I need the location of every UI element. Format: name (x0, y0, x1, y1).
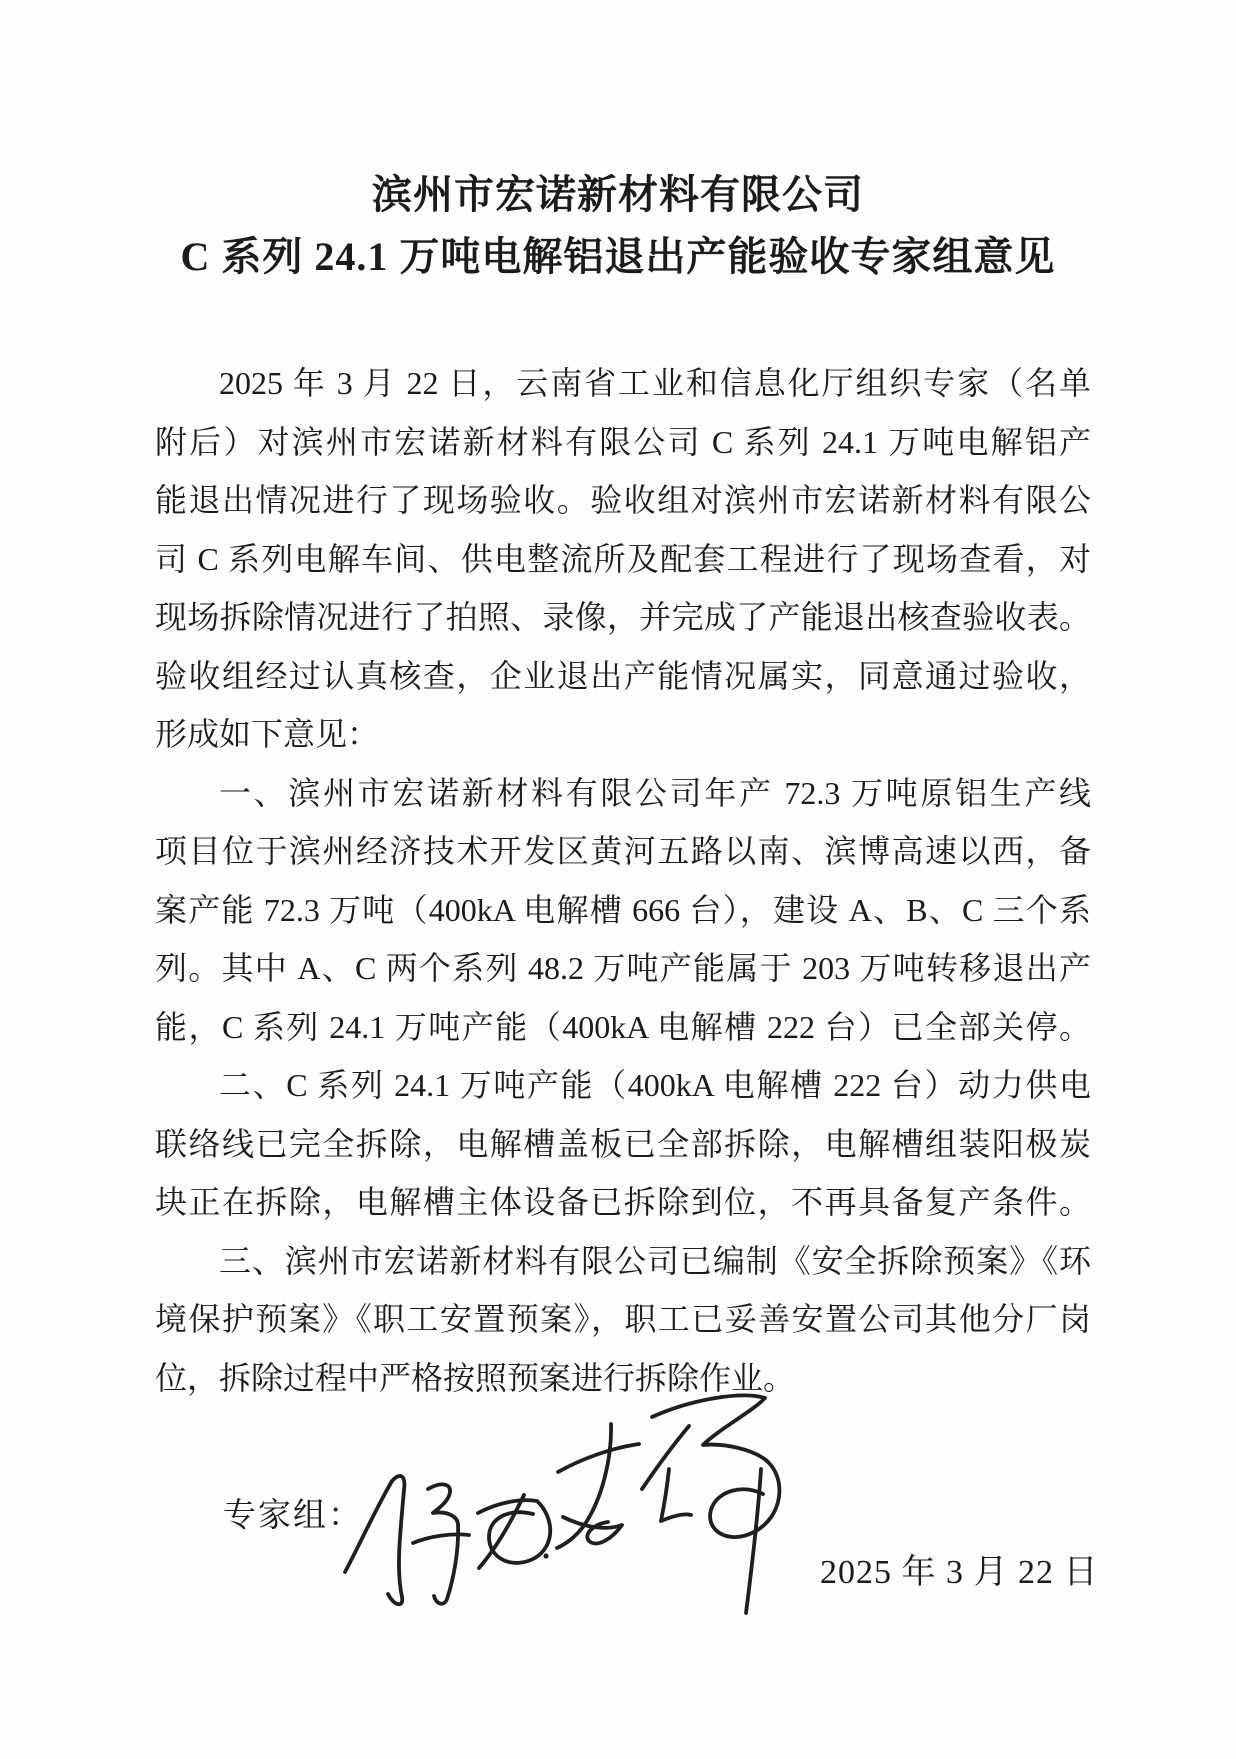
body-line: 二、C 系列 24.1 万吨产能（400kA 电解槽 222 台）动力供电 (219, 1067, 1091, 1103)
document-title-line2: C 系列 24.1 万吨电解铝退出产能验收专家组意见 (180, 234, 1056, 279)
document-date: 2025 年 3 月 22 日 (820, 1554, 1099, 1591)
body-line: 块正在拆除，电解槽主体设备已拆除到位，不再具备复产条件。 (155, 1184, 1091, 1220)
signature-expert-2-ink (557, 1395, 779, 1613)
handwritten-signatures (330, 1388, 800, 1623)
body-line: 附后）对滨州市宏诺新材料有限公司 C 系列 24.1 万吨电解铝产 (155, 423, 1091, 460)
body-line: 能退出情况进行了现场验收。验收组对滨州市宏诺新材料有限公 (155, 482, 1091, 518)
body-line: 司 C 系列电解车间、供电整流所及配套工程进行了现场查看，对 (155, 540, 1091, 577)
body-line: 能，C 系列 24.1 万吨产能（400kA 电解槽 222 台）已全部关停。 (155, 1008, 1091, 1045)
document-body (155, 354, 1091, 1407)
body-line: 案产能 72.3 万吨（400kA 电解槽 666 台），建设 A、B、C 三个系 (155, 891, 1091, 928)
body-line: 联络线已完全拆除，电解槽盖板已全部拆除，电解槽组装阳极炭 (155, 1125, 1091, 1162)
body-line: 一、滨州市宏诺新材料有限公司年产 72.3 万吨原铝生产线 (219, 774, 1091, 811)
body-line: 境保护预案》《职工安置预案》，职工已妥善安置公司其他分厂岗 (155, 1301, 1091, 1337)
expert-group-label: 专家组： (223, 1498, 363, 1534)
body-line: 列。其中 A、C 两个系列 48.2 万吨产能属于 203 万吨转移退出产 (155, 950, 1091, 986)
body-line: 项目位于滨州经济技术开发区黄河五路以南、滨博高速以西，备 (155, 833, 1091, 869)
body-line: 形成如下意见： (155, 716, 380, 752)
signature-expert-1-ink (345, 1476, 550, 1604)
body-line: 现场拆除情况进行了拍照、录像，并完成了产能退出核查验收表。 (155, 599, 1091, 635)
body-line: 位，拆除过程中严格按照预案进行拆除作业。 (155, 1359, 796, 1396)
body-line: 2025 年 3 月 22 日，云南省工业和信息化厅组织专家（名单 (219, 365, 1091, 401)
document-title-line1: 滨州市宏诺新材料有限公司 (372, 172, 864, 217)
body-line: 三、滨州市宏诺新材料有限公司已编制《安全拆除预案》《环 (219, 1242, 1091, 1279)
body-line: 验收组经过认真核查，企业退出产能情况属实，同意通过验收， (155, 657, 1091, 694)
